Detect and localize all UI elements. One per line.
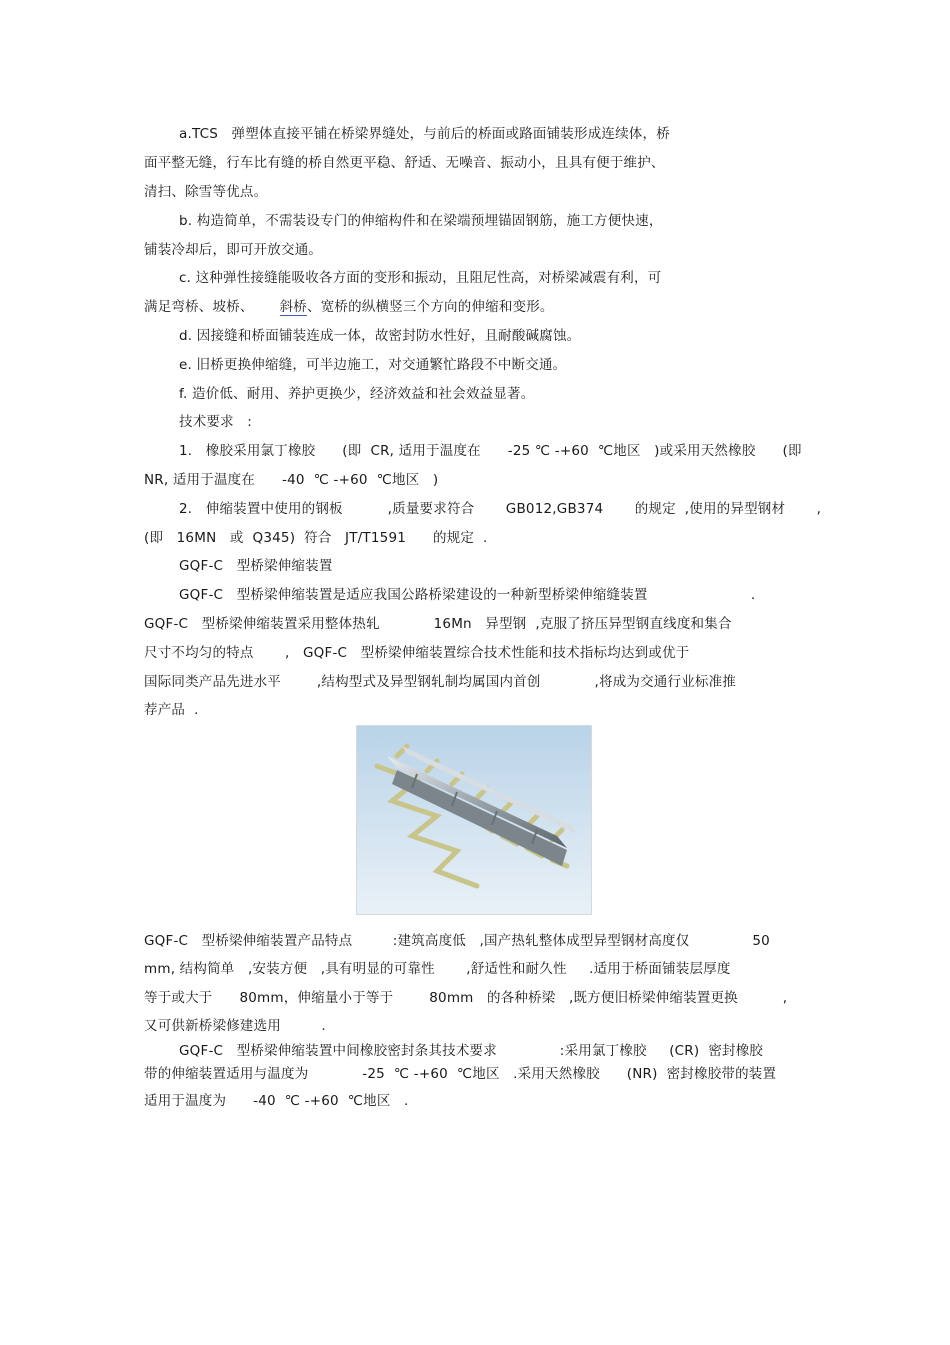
oblique-bridge-link[interactable]: 斜桥: [279, 299, 308, 315]
para-c-line1: c. 这种弹性接缝能吸收各方面的变形和振动，且阻尼性高，对桥梁减震有利，可: [179, 270, 662, 286]
gqf-intro-line1: GQF-C 型桥梁伸缩装置是适应我国公路桥梁建设的一种新型桥梁伸缩缝装置 .: [179, 587, 756, 603]
tech-item1-line2: NR, 适用于温度在 -40 ℃ -+60 ℃地区 ): [144, 472, 439, 488]
seal-req-line3: 适用于温度为 -40 ℃ -+60 ℃地区 .: [144, 1093, 409, 1109]
para-a-line2: 面平整无缝，行车比有缝的桥自然更平稳、舒适、无噪音、振动小，且具有便于维护、: [144, 155, 665, 171]
para-d: d. 因接缝和桥面铺装连成一体，故密封防水性好，且耐酸碱腐蚀。: [179, 328, 581, 344]
para-a-line1: a.TCS 弹塑体直接平铺在桥梁界缝处，与前后的桥面或路面铺装形成连续体，桥: [179, 126, 670, 142]
para-c-text-start: 满足弯桥、坡桥、: [144, 299, 254, 315]
gqf-intro-line5: 荐产品 .: [144, 702, 199, 718]
gqf-intro-line4: 国际同类产品先进水平 ,结构型式及异型钢轧制均属国内首创 ,将成为交通行业标准推: [144, 674, 737, 690]
gqf-section-title: GQF-C 型桥梁伸缩装置: [179, 558, 333, 574]
para-c-text-end: 、宽桥的纵横竖三个方向的伸缩和变形。: [307, 299, 554, 315]
tech-item2-line2: (即 16MN 或 Q345) 符合 JT/T1591 的规定 .: [144, 530, 488, 546]
para-f: f. 造价低、耐用、养护更换少，经济效益和社会效益显著。: [179, 386, 535, 402]
features-line2: mm, 结构简单 ,安装方便 ,具有明显的可靠性 ,舒适性和耐久性 .适用于桥面铺装层厚度: [144, 961, 731, 977]
para-a-line3: 清扫、除雪等优点。: [144, 184, 268, 200]
features-line4: 又可供新桥梁修建选用 .: [144, 1018, 326, 1034]
expansion-joint-photo: [356, 725, 592, 915]
expansion-joint-illustration: [357, 726, 591, 914]
para-b-line1: b. 构造简单，不需装设专门的伸缩构件和在梁端预埋锚固钢筋，施工方便快速，: [179, 213, 663, 229]
seal-req-line2: 带的伸缩装置适用与温度为 -25 ℃ -+60 ℃地区 .采用天然橡胶 (NR) 密封橡胶带的装置: [144, 1066, 777, 1082]
para-e: e. 旧桥更换伸缩缝，可半边施工，对交通繁忙路段不中断交通。: [179, 357, 567, 373]
para-c-line2: [144, 297, 554, 317]
para-b-line2: 铺装冷却后，即可开放交通。: [144, 242, 323, 258]
gqf-intro-line3: 尺寸不均匀的特点 , GQF-C 型桥梁伸缩装置综合技术性能和技术指标均达到或优于: [144, 645, 690, 661]
tech-requirements-heading: 技术要求 :: [179, 414, 253, 430]
tech-item2-line1: 2. 伸缩装置中使用的钢板 ,质量要求符合 GB012,GB374 的规定 ,使用的异型钢材 ,: [179, 501, 822, 517]
features-line1: GQF-C 型桥梁伸缩装置产品特点 :建筑高度低 ,国产热轧整体成型异型钢材高度仅 50: [144, 933, 770, 949]
features-line3: 等于或大于 80mm，伸缩量小于等于 80mm 的各种桥梁 ,既方便旧桥梁伸缩装置更换 ,: [144, 990, 788, 1006]
gqf-intro-line2: GQF-C 型桥梁伸缩装置采用整体热轧 16Mn 异型钢 ,克服了挤压异型钢直线度和集合: [144, 616, 732, 632]
tech-item1-line1: 1. 橡胶采用氯丁橡胶 (即 CR, 适用于温度在 -25 ℃ -+60 ℃地区 )或采用天然橡胶 (即: [179, 443, 802, 459]
seal-req-line1: GQF-C 型桥梁伸缩装置中间橡胶密封条其技术要求 :采用氯丁橡胶 (CR) 密封橡胶: [179, 1043, 764, 1059]
